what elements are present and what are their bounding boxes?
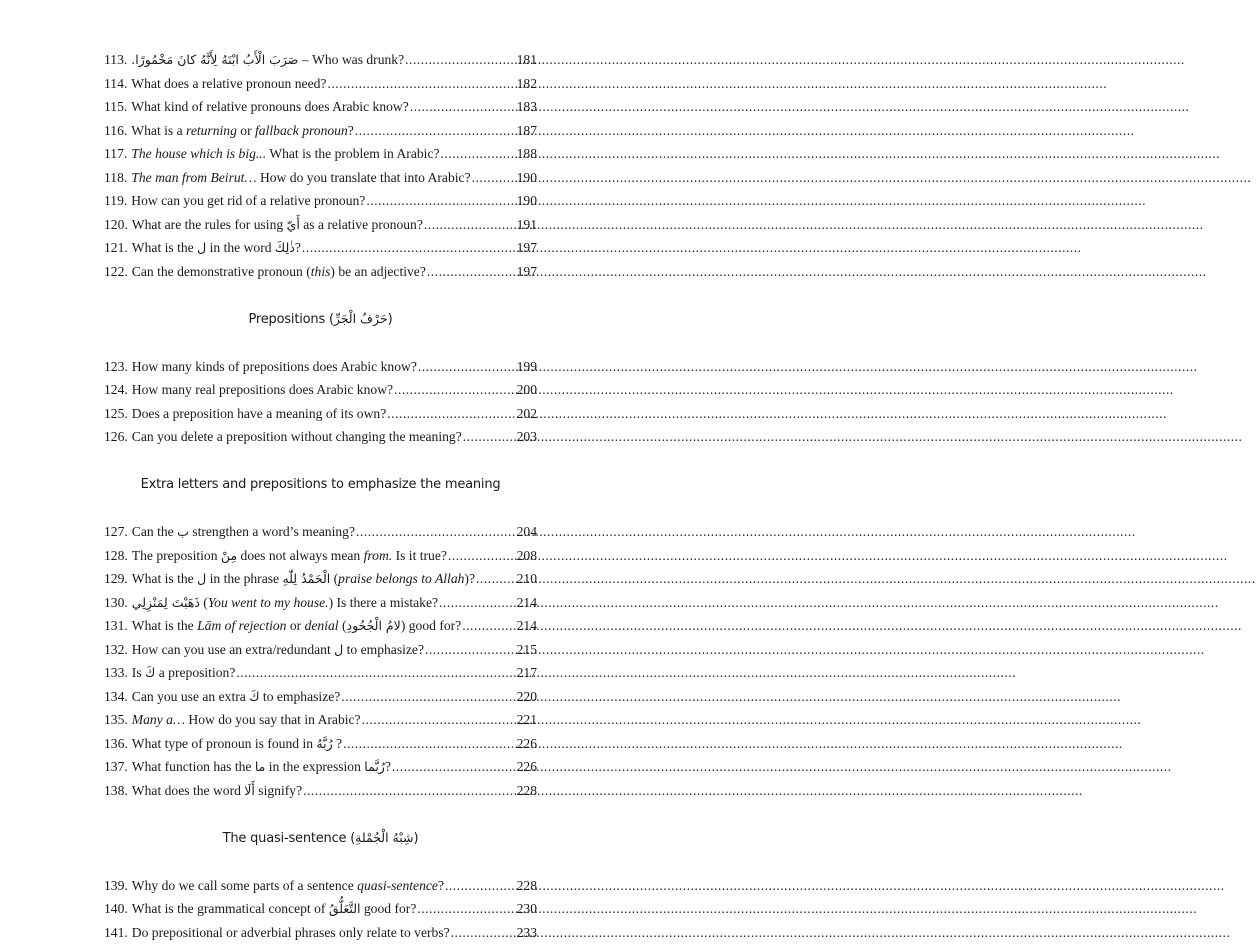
page-number: 210 [517, 567, 537, 591]
entry-text-segment: Does a preposition have a meaning of its own? [132, 406, 386, 421]
entry-text-segment: strengthen a word’s meaning? [189, 524, 355, 539]
entry-title [132, 425, 462, 449]
entry-text-segment: ( [339, 618, 347, 633]
entry-text-segment: ? [385, 759, 391, 774]
entry-text-segment: signify? [255, 783, 302, 798]
entry-text-segment: What type of pronoun is found in [132, 736, 317, 751]
entry-number: 120. [104, 213, 128, 237]
dot-leader [424, 213, 516, 237]
toc-entry[interactable] [104, 779, 537, 803]
entry-text-segment: or [237, 123, 255, 138]
dot-leader [427, 260, 516, 284]
dot-leader [392, 755, 516, 779]
arabic-text: ما [255, 759, 266, 774]
toc-section [104, 307, 537, 449]
entry-text-segment: What are the rules for using [132, 217, 287, 232]
toc-entry[interactable] [104, 520, 537, 544]
page-number: 183 [517, 95, 537, 119]
dot-leader [462, 614, 515, 638]
dot-leader [451, 921, 516, 944]
dot-leader [472, 166, 516, 190]
page-number: 215 [517, 638, 537, 662]
entry-text-segment: a preposition? [155, 665, 235, 680]
toc-entry[interactable] [104, 708, 537, 732]
entry-title [132, 236, 301, 260]
toc-entry[interactable] [104, 755, 537, 779]
toc-entry[interactable] [104, 921, 537, 944]
entry-number: 117. [104, 142, 127, 166]
arabic-text: رُبَّما [364, 759, 385, 774]
entry-number: 122. [104, 260, 128, 284]
dot-leader [302, 236, 516, 260]
entry-text-segment: in the phrase [206, 571, 282, 586]
toc-entry[interactable] [104, 236, 537, 260]
entry-title [131, 48, 404, 72]
entry-text-segment: ? [333, 736, 342, 751]
toc-entry[interactable] [104, 661, 537, 685]
entry-title [132, 402, 386, 426]
entry-text-segment: ? [438, 878, 444, 893]
page-number: 226 [517, 732, 537, 756]
entry-number: 136. [104, 732, 128, 756]
italic-text: denial [305, 618, 339, 633]
entry-text-segment: What does a relative pronoun need? [131, 76, 326, 91]
entry-text-segment: to emphasize? [260, 689, 341, 704]
italic-text: Many a… [132, 712, 185, 727]
entry-text-segment: Can the demonstrative pronoun ( [132, 264, 311, 279]
arabic-text: ل [334, 642, 343, 657]
page-number: 197 [517, 236, 537, 260]
entry-title [131, 119, 354, 143]
page-number: 214 [517, 614, 537, 638]
entry-title [132, 638, 424, 662]
toc-entry[interactable] [104, 189, 537, 213]
dot-leader [366, 189, 515, 213]
entry-text-segment: Extra letters and prepositions to emphasize the meaning [141, 477, 501, 492]
page-number: 208 [517, 544, 537, 568]
arabic-text: مِنْ [221, 548, 237, 563]
italic-text: You went to my house. [208, 595, 329, 610]
entry-number: 130. [104, 591, 128, 615]
entry-text-segment: What kind of relative pronouns does Arabic know? [131, 99, 408, 114]
toc-entry[interactable] [104, 355, 537, 379]
page-number: 199 [517, 355, 537, 379]
entry-text-segment: Prepositions ( [248, 312, 333, 327]
entry-number: 131. [104, 614, 128, 638]
italic-text: from. [364, 548, 393, 563]
toc-entry[interactable] [104, 425, 537, 449]
entry-number: 137. [104, 755, 128, 779]
entry-text-segment: Can the [132, 524, 177, 539]
arabic-text: أَيّ [287, 217, 300, 232]
entry-title [132, 921, 450, 944]
entry-text-segment: How do you say that in Arabic? [185, 712, 361, 727]
italic-text: quasi-sentence [357, 878, 438, 893]
entry-number: 115. [104, 95, 127, 119]
entry-text-segment: What is the grammatical concept of [132, 901, 329, 916]
page-number: 221 [517, 708, 537, 732]
entry-text-segment: )? [464, 571, 475, 586]
entry-title [131, 166, 470, 190]
dot-leader [236, 661, 515, 685]
entry-number: 124. [104, 378, 128, 402]
page-number: 202 [517, 402, 537, 426]
toc-entry[interactable] [104, 119, 537, 143]
entry-title [132, 708, 361, 732]
entry-title [132, 732, 342, 756]
toc-entry[interactable] [104, 685, 537, 709]
entry-number: 126. [104, 425, 128, 449]
entry-text-segment: What function has the [132, 759, 255, 774]
entry-number: 116. [104, 119, 127, 143]
page-number: 200 [517, 378, 537, 402]
entry-text-segment: to emphasize? [343, 642, 424, 657]
entry-number: 138. [104, 779, 128, 803]
toc-section [104, 826, 537, 944]
arabic-text: التَّعَلُّقُ [329, 901, 361, 916]
entry-number: 135. [104, 708, 128, 732]
toc-entry[interactable] [104, 213, 537, 237]
entry-text-segment: Can you delete a preposition without changing the meaning? [132, 429, 462, 444]
entry-title [132, 661, 236, 685]
entry-text-segment: in the expression [265, 759, 364, 774]
entry-text-segment: What is the [132, 240, 197, 255]
toc-entry[interactable] [104, 591, 537, 615]
entry-text-segment: does not always mean [237, 548, 363, 563]
entry-number: 140. [104, 897, 128, 921]
dot-leader [476, 567, 516, 591]
toc-entry[interactable] [104, 874, 537, 898]
arabic-text: ل [197, 571, 206, 586]
dot-leader [362, 708, 516, 732]
toc-entry[interactable] [104, 544, 537, 568]
arabic-text: ب [177, 524, 189, 539]
toc-entry[interactable] [104, 378, 537, 402]
entry-title [131, 142, 439, 166]
arabic-text: كَ [249, 689, 259, 704]
entry-text-segment: ? [295, 240, 301, 255]
section-heading [104, 826, 537, 850]
dot-leader [327, 72, 515, 96]
entry-number: 129. [104, 567, 128, 591]
toc-entry[interactable] [104, 48, 537, 72]
arabic-text: رُبَّهُ [316, 736, 332, 751]
entry-number: 132. [104, 638, 128, 662]
page-number: 190 [517, 189, 537, 213]
page-number: 191 [517, 213, 537, 237]
entry-title [132, 567, 475, 591]
entry-text-segment: or [286, 618, 304, 633]
entry-text-segment: What is a [131, 123, 186, 138]
entry-title [132, 544, 447, 568]
page-number: 190 [517, 166, 537, 190]
italic-text: returning [186, 123, 237, 138]
page-number: 228 [517, 874, 537, 898]
page-number: 187 [517, 119, 537, 143]
entry-title [131, 189, 365, 213]
entry-text-segment: ( [330, 571, 338, 586]
italic-text: The man from Beirut… [131, 170, 256, 185]
toc-entry[interactable] [104, 72, 537, 96]
dot-leader [410, 95, 516, 119]
entry-text-segment: Is it true? [392, 548, 447, 563]
entry-text-segment: Is [132, 665, 145, 680]
entry-title [132, 260, 426, 284]
dot-leader [448, 544, 516, 568]
dot-leader [343, 732, 516, 756]
entry-title [131, 72, 326, 96]
dot-leader [405, 48, 515, 72]
entry-text-segment: What is the [132, 571, 197, 586]
arabic-text: ذٰلِكَ [275, 240, 295, 255]
entry-title [132, 355, 417, 379]
dot-leader [341, 685, 515, 709]
entry-title [132, 779, 302, 803]
toc-entry[interactable] [104, 166, 537, 190]
dot-leader [394, 378, 516, 402]
arabic-text: لامُ الْجُحُودِ [347, 618, 401, 633]
dot-leader [425, 638, 516, 662]
entry-number: 133. [104, 661, 128, 685]
dot-leader [441, 142, 516, 166]
toc-entry[interactable] [104, 614, 537, 638]
dot-leader [463, 425, 516, 449]
entry-text-segment: ) be an adjective? [330, 264, 425, 279]
entry-number: 121. [104, 236, 128, 260]
page-number: 230 [517, 897, 537, 921]
arabic-text: ذَهَبْتَ لِمَنْزِلِي [132, 595, 200, 610]
entry-title [132, 614, 461, 638]
dot-leader [418, 355, 516, 379]
page-number: 228 [517, 779, 537, 803]
entry-text-segment: The quasi-sentence ( [223, 831, 356, 846]
entry-title [132, 755, 391, 779]
italic-text: this [311, 264, 331, 279]
page-number: 181 [517, 48, 537, 72]
arabic-text: الْحَمْدُ لِلّٰهِ [282, 571, 330, 586]
entry-number: 127. [104, 520, 128, 544]
arabic-text: ل [197, 240, 206, 255]
entry-number: 141. [104, 921, 128, 944]
entry-number: 134. [104, 685, 128, 709]
page-number: 220 [517, 685, 537, 709]
toc-section [104, 473, 537, 803]
entry-text-segment: in the word [206, 240, 275, 255]
arabic-text: أَلَا [244, 783, 255, 798]
dot-leader [439, 591, 516, 615]
dot-leader [445, 874, 516, 898]
toc-entry[interactable] [104, 95, 537, 119]
entry-text-segment: good for? [360, 901, 416, 916]
page-number: 197 [517, 260, 537, 284]
section-heading [104, 307, 537, 331]
entry-number: 119. [104, 189, 127, 213]
entry-title [132, 897, 417, 921]
entry-text-segment: ? [348, 123, 354, 138]
dot-leader [387, 402, 515, 426]
arabic-text: حَرْفُ الْجَرِّ [334, 311, 388, 326]
entry-text-segment: Do prepositional or adverbial phrases only relate to verbs? [132, 925, 450, 940]
italic-text: praise belongs to Allah [338, 571, 464, 586]
dot-leader [303, 779, 516, 803]
entry-number: 113. [104, 48, 127, 72]
entry-number: 128. [104, 544, 128, 568]
entry-text-segment: as a relative pronoun? [300, 217, 423, 232]
entry-number: 125. [104, 402, 128, 426]
entry-text-segment: ) good for? [401, 618, 461, 633]
dot-leader [356, 520, 516, 544]
dot-leader [355, 119, 516, 143]
entry-number: 123. [104, 355, 128, 379]
italic-text: fallback pronoun [255, 123, 348, 138]
table-of-contents [104, 48, 537, 944]
entry-title [132, 520, 355, 544]
page-number: 203 [517, 425, 537, 449]
entry-text-segment: How many real prepositions does Arabic know? [132, 382, 393, 397]
entry-text-segment: ) [414, 831, 419, 846]
entry-title [132, 378, 393, 402]
entry-text-segment: How can you get rid of a relative pronoun? [131, 193, 365, 208]
entry-text-segment: How can you use an extra/redundant [132, 642, 334, 657]
page-number: 188 [517, 142, 537, 166]
entry-text-segment: – Who was drunk? [298, 52, 404, 67]
page-number: 204 [517, 520, 537, 544]
entry-number: 118. [104, 166, 127, 190]
arabic-text: كَ [145, 665, 155, 680]
page-number: 233 [517, 921, 537, 944]
arabic-text: صَرَبَ الْأَبُ ابْنَهُ لِأَنَّهُ كانَ مَخْمُورًا. [131, 52, 298, 67]
page-number: 214 [517, 591, 537, 615]
entry-title [132, 213, 423, 237]
entry-text-segment: What is the problem in Arabic? [266, 146, 439, 161]
toc-entry[interactable] [104, 142, 537, 166]
entry-text-segment: What does the word [132, 783, 245, 798]
entry-text-segment: ( [200, 595, 208, 610]
entry-text-segment: The preposition [132, 548, 221, 563]
entry-text-segment: How do you translate that into Arabic? [257, 170, 471, 185]
entry-number: 114. [104, 72, 127, 96]
toc-entry[interactable] [104, 732, 537, 756]
italic-text: The house which is big... [131, 146, 266, 161]
entry-text-segment: ) Is there a mistake? [329, 595, 438, 610]
page-number: 226 [517, 755, 537, 779]
entry-text-segment: ) [388, 312, 393, 327]
toc-entry[interactable] [104, 638, 537, 662]
entry-title [132, 874, 444, 898]
entry-title [132, 591, 438, 615]
section-heading [104, 473, 537, 497]
entry-title [132, 685, 341, 709]
toc-section [104, 48, 537, 283]
page-number: 182 [517, 72, 537, 96]
entry-text-segment: What is the [132, 618, 197, 633]
toc-entry[interactable] [104, 402, 537, 426]
toc-entry[interactable] [104, 260, 537, 284]
entry-title [131, 95, 408, 119]
toc-entry[interactable] [104, 567, 537, 591]
arabic-text: شِبْهُ الْجُمْلةِ [355, 830, 413, 845]
entry-number: 139. [104, 874, 128, 898]
entry-text-segment: How many kinds of prepositions does Arabic know? [132, 359, 417, 374]
entry-text-segment: Can you use an extra [132, 689, 249, 704]
page-number: 217 [517, 661, 537, 685]
toc-entry[interactable] [104, 897, 537, 921]
italic-text: Lām of rejection [197, 618, 286, 633]
entry-text-segment: Why do we call some parts of a sentence [132, 878, 357, 893]
dot-leader [417, 897, 515, 921]
